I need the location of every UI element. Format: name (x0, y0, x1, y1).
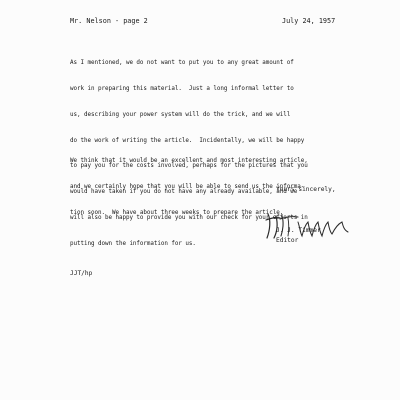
paragraph-line: do the work of writing the article. Incidentally, we will be happy (70, 137, 305, 144)
paragraph-line: and we certainly hope that you will be able to send us the informa- (70, 183, 305, 190)
reference-initials: JJT/hp (70, 270, 93, 277)
page-header-recipient: Mr. Nelson - page 2 (70, 17, 148, 25)
paragraph-line: putting down the information for us. (70, 240, 196, 247)
closing-salutation: Yours sincerely, (276, 186, 336, 193)
page-header-date: July 24, 1957 (282, 17, 336, 25)
signer-name: J. J. Timmer (276, 227, 321, 234)
paragraph-line: to pay you for the costs involved, perhaps for the pictures that you (70, 163, 308, 170)
paragraph-line: will also be happy to provide you with our check for your efforts in (70, 214, 308, 221)
paragraph-line: would have taken if you do not have any already available, and we (70, 189, 298, 196)
paragraph-line: We think that it would be an excellent and most interesting article, (70, 158, 308, 165)
paragraph-line: us, describing your power system will do the trick, and we will (70, 111, 291, 118)
signer-title: Editor (276, 237, 299, 244)
paragraph-line: tion soon. We have about three weeks to prepare the article. (70, 209, 284, 216)
paragraph-line: work in preparing this material. Just a long informal letter to (70, 85, 294, 92)
paragraph-line: As I mentioned, we do not want to put you to any great amount of (70, 60, 294, 67)
